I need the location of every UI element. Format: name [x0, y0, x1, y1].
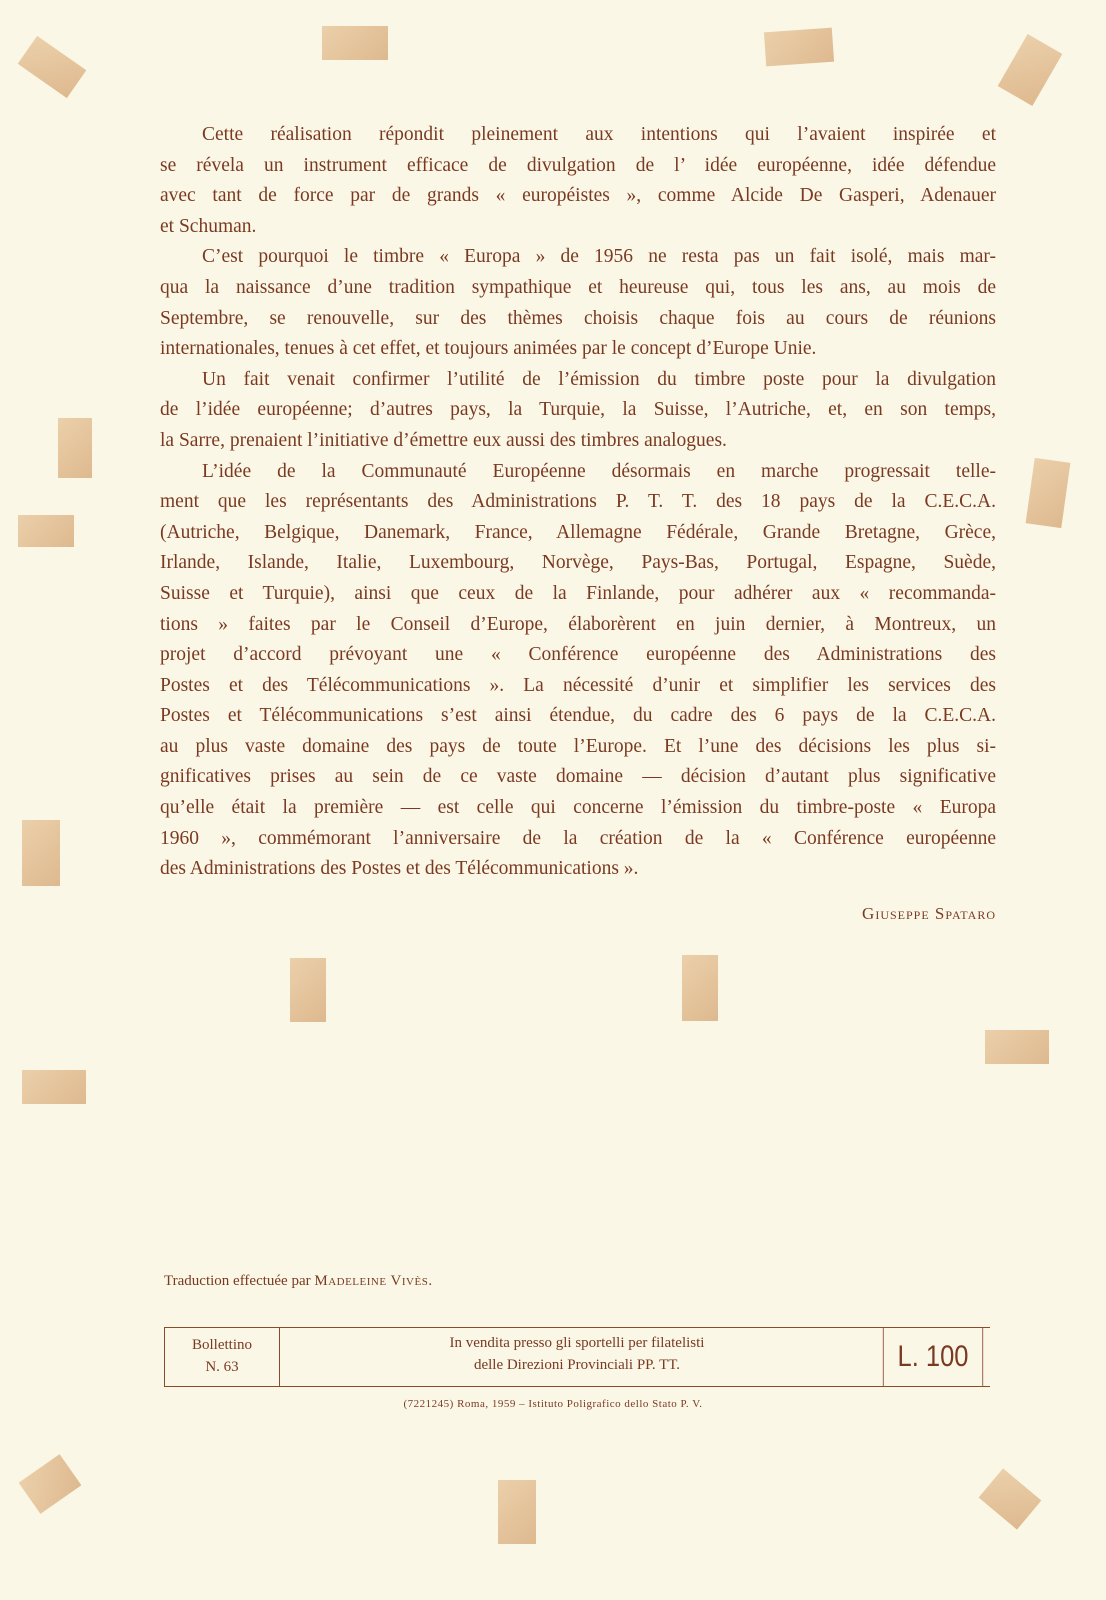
tape-mark [22, 820, 60, 886]
bulletin-number-cell [164, 1328, 280, 1386]
text-line: Septembre, se renouvelle, sur des thèmes choisis chaque fois au cours de réunions [160, 307, 996, 329]
text-line: au plus vaste domaine des pays de toute l’Europe. Et l’une des décisions les plus si- [160, 735, 996, 757]
text-line: Suisse et Turquie), ainsi que ceux de la Finlande, pour adhérer aux « recommanda- [160, 582, 996, 604]
tape-mark [764, 28, 834, 67]
tape-mark [22, 1070, 86, 1104]
article-body [160, 120, 996, 885]
text-line: des Administrations des Postes et des Télécommunications ». [160, 858, 639, 880]
text-line: Postes et Télécommunications s’est ainsi étendue, du cadre des 6 pays de la C.E.C.A. [160, 705, 996, 727]
text-line: Cette réalisation répondit pleinement aux intentions qui l’avaient inspirée et [202, 124, 996, 145]
tape-mark [322, 26, 388, 60]
text-line: Un fait venait confirmer l’utilité de l’émission du timbre poste pour la divulgation [202, 368, 996, 390]
text-line: qu’elle était la première — est celle qui concerne l’émission du timbre-poste « Europa [160, 797, 996, 819]
sale-line-2: delle Direzioni Provinciali PP. TT. [473, 1357, 681, 1373]
text-line: de l’idée européenne; d’autres pays, la Turquie, la Suisse, l’Autriche, et, en son temps, [160, 399, 996, 421]
tape-mark [682, 955, 718, 1021]
tape-mark [19, 1454, 82, 1514]
text-line: internationales, tenues à cet effet, et toujours animées par le concept d’Europe Unie. [160, 338, 817, 360]
text-line: (Autriche, Belgique, Danemark, France, Allemagne Fédérale, Grande Bretagne, Grèce, [160, 521, 996, 543]
text-line: gnificatives prises au sein de ce vaste domaine — décision d’autant plus significative [160, 766, 996, 788]
price: L. 100 [883, 1328, 983, 1386]
text-line: projet d’accord prévoyant une « Conférence européenne des Administrations des [160, 644, 996, 666]
tape-mark [18, 36, 87, 98]
tape-mark [290, 958, 326, 1022]
tape-mark [985, 1030, 1049, 1064]
text-line: Postes et des Télécommunications ». La nécessité d’unir et simplifier les services des [160, 674, 996, 696]
tape-mark [1026, 458, 1071, 528]
sale-line-1: In vendita presso gli sportelli per filatelisti [449, 1335, 705, 1351]
tape-mark [18, 515, 74, 547]
text-line: Irlande, Islande, Italie, Luxembourg, Norvège, Pays-Bas, Portugal, Espagne, Suède, [160, 552, 996, 574]
text-line: C’est pourquoi le timbre « Europa » de 1956 ne resta pas un fait isolé, mais mar- [202, 246, 996, 268]
text-line: tions » faites par le Conseil d’Europe, élaborèrent en juin dernier, à Montreux, un [160, 613, 996, 635]
translation-credit [164, 1273, 433, 1290]
bulletin-number: N. 63 [205, 1359, 239, 1375]
text-line: la Sarre, prenaient l’initiative d’émettre eux aussi des timbres analogues. [160, 429, 727, 451]
text-line: avec tant de force par de grands « européistes », comme Alcide De Gasperi, Adenauer [160, 185, 996, 207]
tape-mark [979, 1468, 1042, 1529]
text-line: et Schuman. [160, 215, 257, 237]
tape-mark [58, 418, 92, 478]
text-line: 1960 », commémorant l’anniversaire de la création de la « Conférence européenne [160, 827, 996, 849]
text-line: qua la naissance d’une tradition sympathique et heureuse qui, tous les ans, au mois de [160, 276, 996, 298]
sale-info-cell [282, 1328, 872, 1376]
imprint: (7221245) Roma, 1959 – Istituto Poligrafico dello Stato P. V. [403, 1398, 703, 1410]
text-line: ment que les représentants des Administrations P. T. T. des 18 pays de la C.E.C.A. [160, 491, 996, 513]
text-line: se révela un instrument efficace de divulgation de l’ idée européenne, idée défendue [160, 154, 996, 176]
bulletin-label: Bollettino [192, 1337, 252, 1353]
text-line: L’idée de la Communauté Européenne désormais en marche progressait telle- [202, 460, 996, 482]
translator-name: Madeleine Vivès. [314, 1273, 433, 1289]
tape-mark [498, 1480, 536, 1544]
translation-prefix: Traduction effectuée par [164, 1273, 311, 1289]
signature: Giuseppe Spataro [862, 904, 996, 923]
bulletin-info-box [164, 1327, 990, 1387]
tape-mark [998, 34, 1063, 106]
